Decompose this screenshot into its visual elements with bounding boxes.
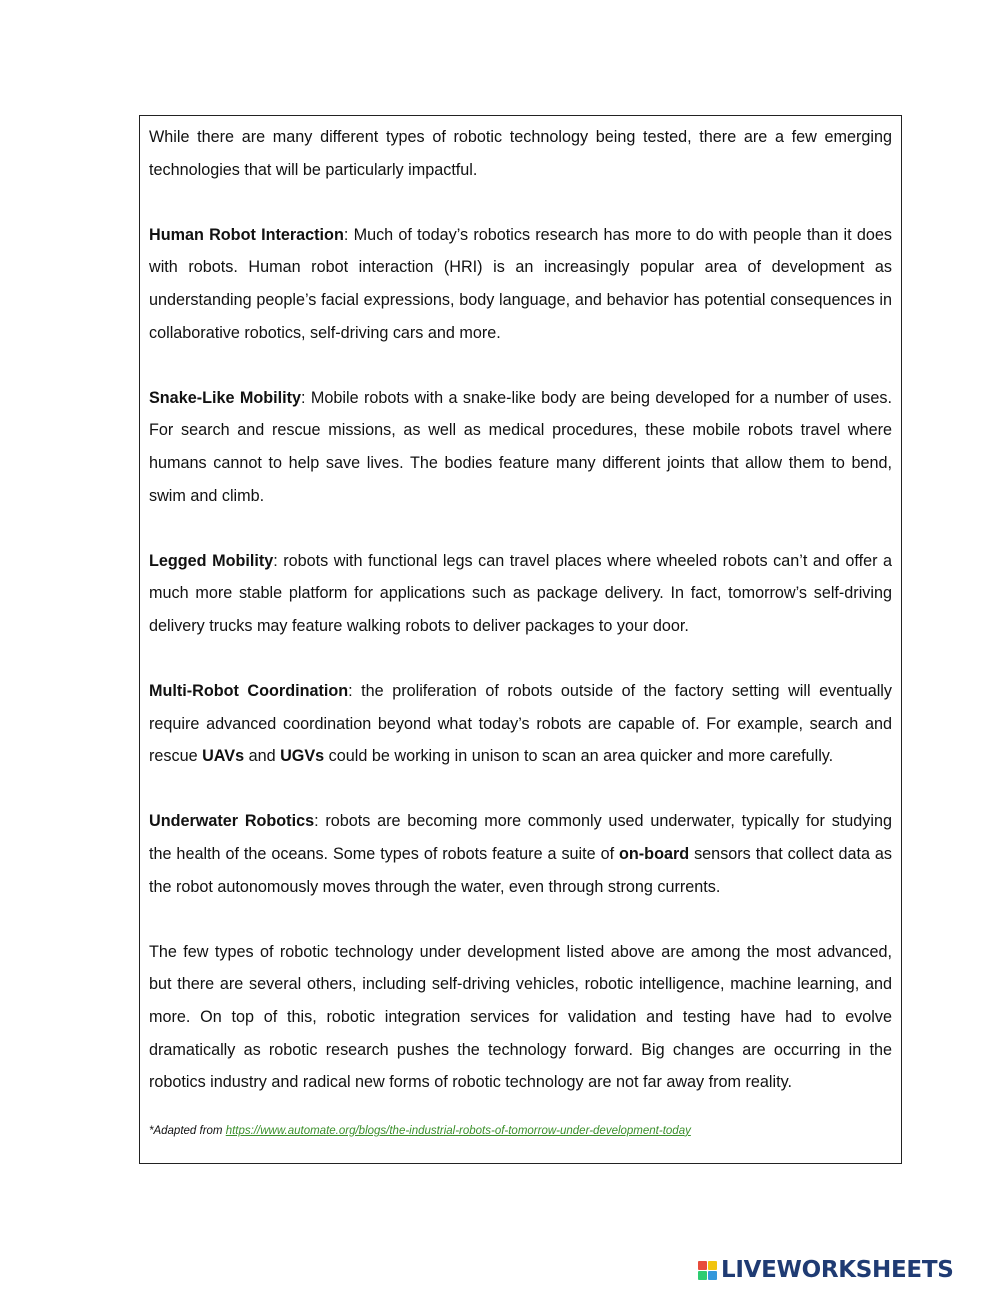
conclusion-paragraph: The few types of robotic technology under development listed above are among the most advanced, but there are several others, including self-driving vehicles, robotic intelligence, machine learning, and more. On top of this, robotic integration services for validation and testing have had to evolve dramatically as robotic research pushes the technology forward. Big changes are occurring in the robotics industry and radical new forms of robotic technology are not far away from reality. [149,942,892,1092]
hri-term: Human Robot Interaction [149,225,344,244]
underwater-paragraph [149,805,892,903]
hri-paragraph [149,219,892,349]
uavs-term: UAVs [202,747,245,766]
multi-robot-text-3: could be working in unison to scan an area quicker and more carefully. [324,747,834,766]
snake-term: Snake-Like Mobility [149,388,302,407]
source-note [149,1123,892,1139]
legged-paragraph [149,545,892,643]
intro-paragraph: While there are many different types of robotic technology being tested, there are a few emerging technologies that will be particularly impactful. [149,128,892,179]
source-link[interactable]: https://www.automate.org/blogs/the-industrial-robots-of-tomorrow-under-development-today [225,1124,691,1137]
liveworksheets-brand[interactable] [698,1255,953,1285]
multi-robot-text-2: and [244,747,281,766]
underwater-text-1: : robots are becoming more commonly used underwater, typically for studying the health of the oceans. Some types of robots feature a suite of [149,812,892,864]
ugvs-term: UGVs [280,747,325,766]
hri-text: : Much of today’s robotics research has more to do with people than it does with robots. Human robot interaction (HRI) is an increasingly popular area of development as understanding people’s facial expressions, body language, and behavior has potential consequences in collaborative robotics, self-driving cars and more. [149,225,892,342]
multi-robot-paragraph [149,675,892,773]
snake-text: : Mobile robots with a snake-like body are being developed for a number of uses. For search and rescue missions, as well as medical procedures, these mobile robots travel where humans cannot to help save lives. The bodies feature many different joints that allow them to bend, swim and climb. [149,388,892,505]
brand-name: LIVEWORKSHEETS [721,1257,954,1283]
legged-text: : robots with functional legs can travel places where wheeled robots can’t and offer a much more stable platform for applications such as package delivery. In fact, tomorrow’s self-driving delivery trucks may feature walking robots to deliver packages to your door. [149,551,892,635]
source-prefix: *Adapted from [149,1124,226,1137]
snake-paragraph [149,382,892,512]
multi-robot-text-1: : the proliferation of robots outside of the factory setting will eventually require advanced coordination beyond what today’s robots are capable of. For example, search and rescue [149,682,892,766]
on-board-term: on-board [619,845,690,864]
liveworksheets-logo-icon [698,1261,717,1280]
underwater-text-2: sensors that collect data as the robot autonomously moves through the water, even through strong currents. [149,845,892,896]
underwater-term: Underwater Robotics [149,812,315,831]
document-box [139,115,902,1164]
legged-term: Legged Mobility [149,551,274,570]
multi-robot-term: Multi-Robot Coordination [149,682,349,701]
